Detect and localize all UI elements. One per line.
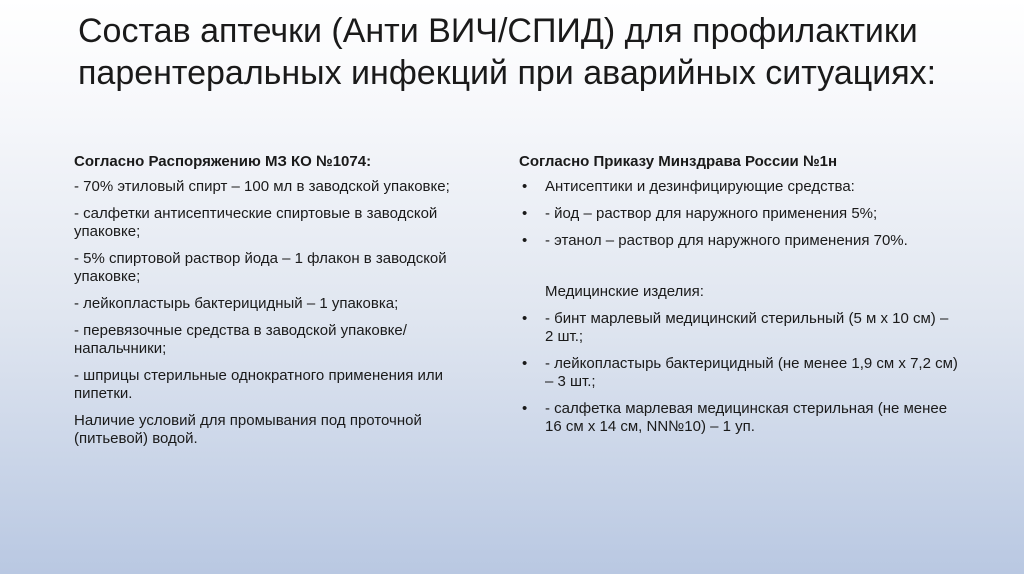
bullet-icon: • [522, 400, 528, 417]
bullet-icon: • [522, 178, 528, 195]
list-item-text: - этанол – раствор для наружного применения 70%. [545, 232, 908, 249]
list-item-text: - лейкопластырь бактерицидный (не менее 1,9 см х 7,2 см) – 3 шт.; [545, 355, 958, 390]
antiseptics-list [519, 178, 959, 250]
list-item-text: - йод – раствор для наружного применения 5%; [545, 205, 878, 222]
list-item: - 5% спиртовой раствор йода – 1 флакон в заводской упаковке; [74, 250, 447, 285]
list-item [519, 310, 959, 346]
list-item: - лейкопластырь бактерицидный – 1 упаковка; [74, 295, 399, 312]
left-item-list [74, 178, 494, 448]
list-item-text: Антисептики и дезинфицирующие средства: [545, 178, 855, 195]
right-column-heading: Согласно Приказу Минздрава России №1н [519, 153, 838, 170]
medical-products-heading: Медицинские изделия: [545, 283, 704, 300]
bullet-icon: • [522, 355, 528, 372]
list-item: - салфетки антисептические спиртовые в заводской упаковке; [74, 205, 438, 240]
left-column [74, 153, 494, 457]
list-item [519, 178, 959, 196]
slide-title: Состав аптечки (Анти ВИЧ/СПИД) для профилактики парентеральных инфекций при аварийных ситуациях: [78, 12, 937, 92]
list-item [519, 205, 959, 223]
water-rinse-note: Наличие условий для промывания под проточной (питьевой) водой. [74, 412, 422, 447]
medical-products-list [519, 310, 959, 436]
list-item: - шприцы стерильные однократного применения или пипетки. [74, 367, 444, 402]
list-item: - перевязочные средства в заводской упаковке/напальчники; [74, 322, 407, 357]
list-item-text: - салфетка марлевая медицинская стерильная (не менее 16 см х 14 см, NN№10) – 1 уп. [545, 400, 948, 435]
bullet-icon: • [522, 310, 528, 327]
bullet-icon: • [522, 232, 528, 249]
bullet-icon: • [522, 205, 528, 222]
list-item [519, 400, 959, 436]
list-item [519, 232, 959, 250]
right-column [519, 153, 959, 445]
list-item-text: - бинт марлевый медицинский стерильный (5 м х 10 см) – 2 шт.; [545, 310, 949, 345]
list-item [519, 355, 959, 391]
list-item: - 70% этиловый спирт – 100 мл в заводской упаковке; [74, 178, 450, 195]
left-column-heading: Согласно Распоряжению МЗ КО №1074: [74, 153, 372, 170]
